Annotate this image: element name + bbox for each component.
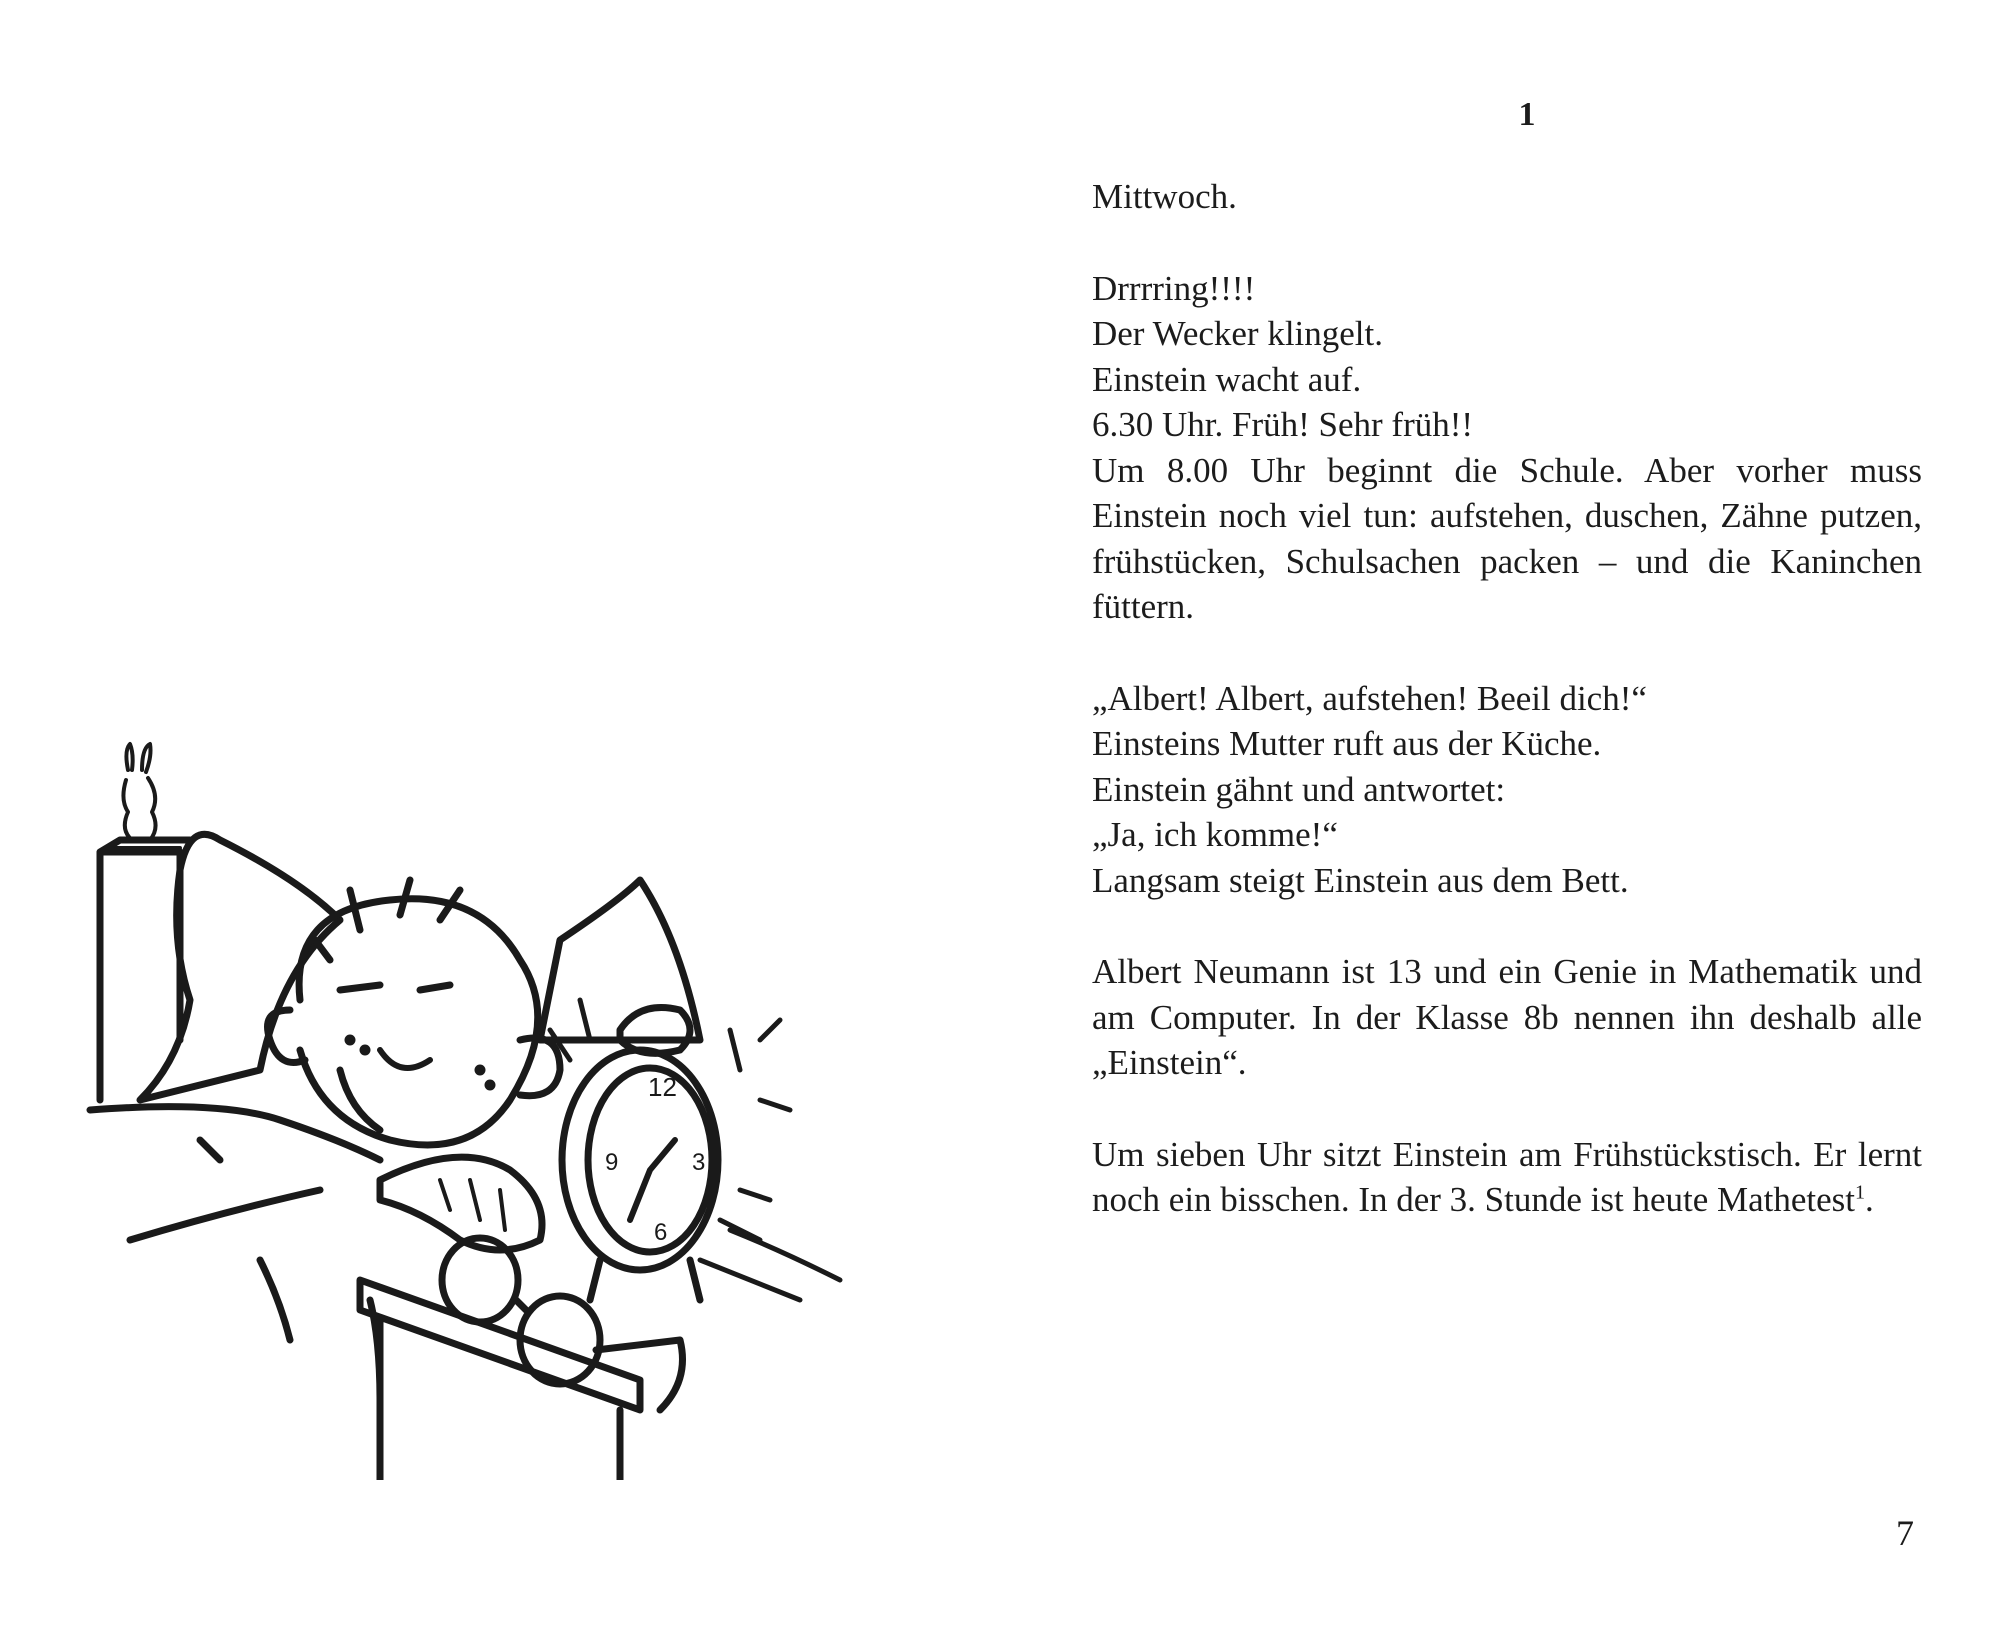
mother-line: Einsteins Mutter ruft aus der Küche. bbox=[1092, 724, 1602, 763]
todo-paragraph: Um 8.00 Uhr beginnt die Schule. Aber vorher muss Einstein noch viel tun: aufstehen, duschen, Zähne putzen, frühstücken, Schulsachen packen – und die Kaninchen füttern. bbox=[1092, 450, 1922, 626]
page-number: 7 bbox=[1896, 1513, 1914, 1553]
mother-line: „Ja, ich komme!“ bbox=[1092, 815, 1338, 854]
alarm-line: Der Wecker klingelt. bbox=[1092, 314, 1384, 353]
rabbit-figurine-icon bbox=[110, 744, 180, 848]
bedside-table bbox=[360, 1280, 640, 1480]
breakfast-paragraph bbox=[1092, 1132, 1922, 1223]
alarm-line: Einstein wacht auf. bbox=[1092, 359, 1362, 399]
text-column bbox=[1092, 96, 1922, 1223]
clock-label-9: 9 bbox=[605, 1149, 619, 1176]
mother-line: Einstein gähnt und antwortet: bbox=[1092, 769, 1506, 809]
breakfast-end: . bbox=[1865, 1180, 1874, 1219]
alarm-clock-icon bbox=[562, 1008, 718, 1301]
ringing-lines bbox=[550, 1000, 790, 1240]
boy-head bbox=[268, 880, 561, 1145]
alarm-line: 6.30 Uhr. Früh! Sehr früh!! bbox=[1092, 405, 1474, 444]
glasses-icon bbox=[442, 1238, 683, 1410]
blanket bbox=[90, 1107, 380, 1400]
footnote-marker: 1 bbox=[1855, 1181, 1866, 1204]
day-line: Mittwoch. bbox=[1092, 177, 1237, 216]
clock-label-6: 6 bbox=[654, 1219, 668, 1246]
alarm-line: Drrrring!!!! bbox=[1092, 268, 1256, 308]
clock-label-3: 3 bbox=[692, 1149, 706, 1176]
chapter-number: 1 bbox=[1518, 96, 1536, 133]
boy-arm bbox=[380, 1157, 542, 1250]
mother-line: „Albert! Albert, aufstehen! Beeil dich!“ bbox=[1092, 678, 1647, 718]
pillow-right bbox=[540, 880, 700, 1040]
pillow-left bbox=[140, 834, 340, 1100]
intro-paragraph: Albert Neumann ist 13 und ein Genie in Mathematik und am Computer. In der Klasse 8b nennen ihn deshalb alle „Einstein“. bbox=[1092, 952, 1922, 1082]
breakfast-text: Um sieben Uhr sitzt Einstein am Frühstückstisch. Er lernt noch ein bisschen. In der 3. Stunde ist heute Mathetest bbox=[1092, 1134, 1922, 1219]
mother-line: Langsam steigt Einstein aus dem Bett. bbox=[1092, 860, 1629, 900]
boy-waking-illustration bbox=[80, 740, 960, 1480]
clock-label-12: 12 bbox=[648, 1072, 677, 1102]
